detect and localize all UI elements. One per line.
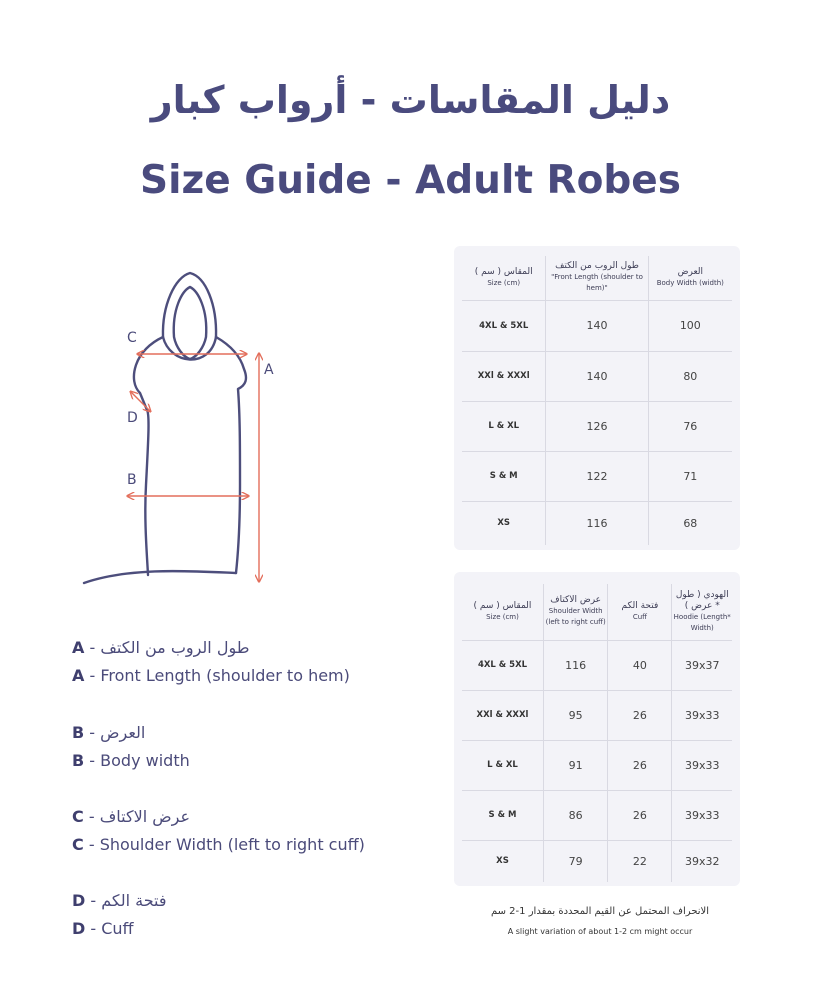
table-row: L & XL 126 76 bbox=[462, 401, 732, 451]
variation-note-english: A slight variation of about 1-2 cm might occur bbox=[507, 927, 693, 936]
header-cuff: فتحة الكم Cuff bbox=[608, 584, 672, 640]
header-front-length: طول الروب من الكتف "Front Length (shoulder to hem)" bbox=[546, 256, 648, 300]
table-row: 4XL & 5XL 140 100 bbox=[462, 300, 732, 351]
size-table-2 bbox=[462, 584, 732, 882]
legend-line: B - العرض bbox=[72, 723, 146, 742]
header-hoodie: الهودي ( طول * عرض ) Hoodie (Length* Width) bbox=[672, 584, 732, 640]
table-row: XXl & XXXl 140 80 bbox=[462, 351, 732, 401]
table-row: S & M 122 71 bbox=[462, 451, 732, 501]
header-size: المقاس ( سم ) Size (cm) bbox=[473, 600, 532, 621]
legend-line: C - عرض الاكتاف bbox=[72, 807, 190, 826]
header-shoulder-width: عرض الاكتاف Shoulder Width (left to right cuff) bbox=[543, 584, 607, 640]
legend-line: B - Body width bbox=[72, 751, 190, 770]
table-row: L & XL 91 26 39x33 bbox=[462, 740, 732, 790]
title-arabic: دليل المقاسات - أرواب كبار bbox=[150, 78, 671, 122]
robe-diagram bbox=[70, 265, 274, 595]
legend-line: A - طول الروب من الكتف bbox=[72, 638, 250, 657]
diagram-label-c: C bbox=[127, 330, 137, 346]
table-header-row bbox=[462, 584, 732, 640]
header-body-width: العرض Body Width (width) bbox=[648, 256, 732, 300]
table-row: S & M 86 26 39x33 bbox=[462, 790, 732, 840]
diagram-label-d: D bbox=[127, 410, 138, 426]
legend-b bbox=[72, 719, 190, 775]
table-row: XS 79 22 39x32 bbox=[462, 840, 732, 882]
table-row: XS 116 68 bbox=[462, 501, 732, 545]
table-row: 4XL & 5XL 116 40 39x37 bbox=[462, 640, 732, 690]
legend-c bbox=[72, 803, 365, 859]
diagram-label-a: A bbox=[264, 362, 274, 378]
legend-line: A - Front Length (shoulder to hem) bbox=[72, 666, 350, 685]
title-english: Size Guide - Adult Robes bbox=[140, 158, 681, 203]
legend-a bbox=[72, 634, 350, 690]
table-row: XXl & XXXl 95 26 39x33 bbox=[462, 690, 732, 740]
legend-line: D - فتحة الكم bbox=[72, 891, 167, 910]
diagram-label-b: B bbox=[127, 472, 137, 488]
table-header-row bbox=[462, 256, 732, 300]
robe-outline bbox=[84, 273, 246, 583]
legend-d bbox=[72, 887, 167, 943]
variation-note-arabic: الانحراف المحتمل عن القيم المحددة بمقدار 1-2 سم bbox=[490, 906, 710, 917]
legend-line: C - Shoulder Width (left to right cuff) bbox=[72, 835, 365, 854]
size-table-1-panel bbox=[454, 246, 740, 550]
size-table-1 bbox=[462, 256, 732, 545]
size-table-2-panel bbox=[454, 572, 740, 886]
header-size: المقاس ( سم ) Size (cm) bbox=[474, 266, 533, 287]
legend-line: D - Cuff bbox=[72, 919, 134, 938]
